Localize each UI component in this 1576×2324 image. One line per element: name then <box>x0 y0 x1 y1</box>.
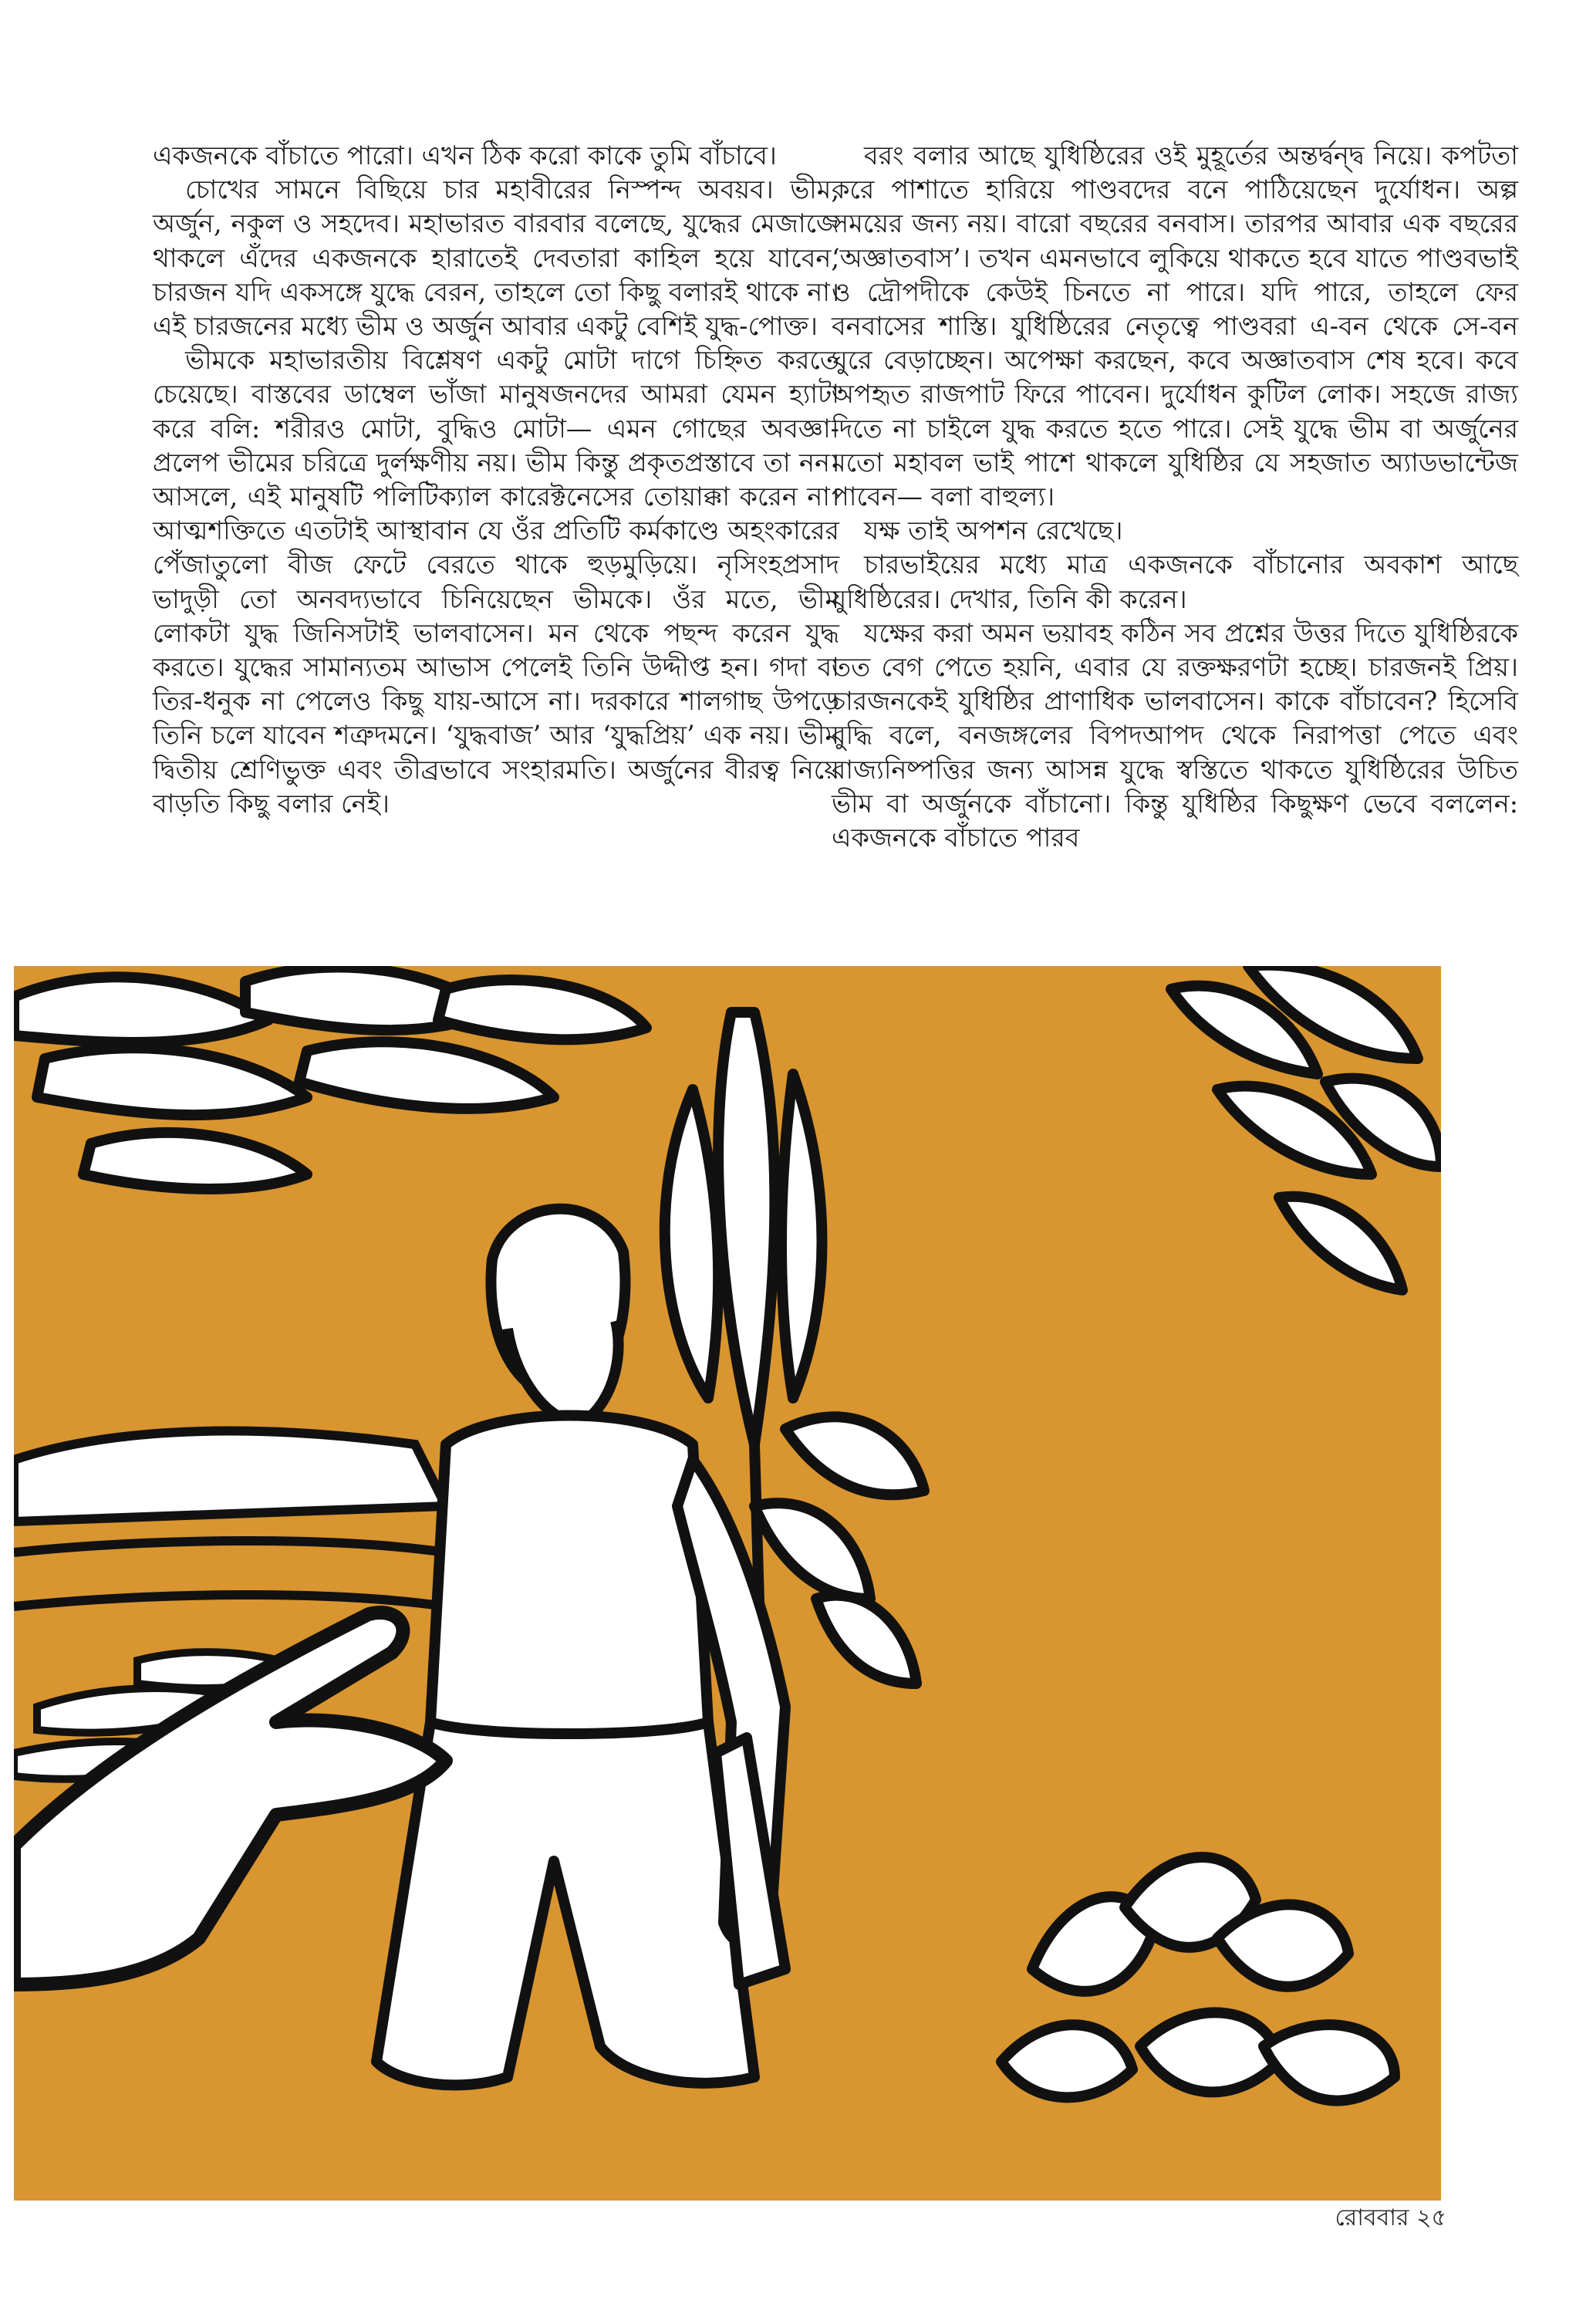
paragraph: ভীমকে মহাভারতীয় বিশ্লেষণ একটু মোটা দাগে চিহ্নিত করতে চেয়েছে। বাস্তবের ডাম্বেল ভাঁজা মানুষজনদের আমরা যেমন হ্যাটা করে বলি: শরীরও মোটা, বুদ্ধিও মোটা— এমন গোছের অবজ্ঞা-প্রলেপ ভীমের চরিত্রে দুর্লক্ষণীয় নয়। ভীম কিন্তু প্রকৃতপ্রস্তাবে তা নন। আসলে, এই মানুষটি পলিটিক্যাল কারেক্টনেসের তোয়াক্কা করেন না। আত্মশক্তিতে এতটাই আস্থাবান যে ওঁর প্রতিটি কর্মকাণ্ডে অহংকারের পেঁজাতুলো বীজ ফেটে বেরতে থাকে হুড়মুড়িয়ে। নৃসিংহপ্রসাদ ভাদুড়ী তো অনবদ্যভাবে চিনিয়েছেন ভীমকে। ওঁর মতে, ভীম লোকটা যুদ্ধ জিনিসটাই ভালবাসেন। মন থেকে পছন্দ করেন যুদ্ধ করতে। যুদ্ধের সামান্যতম আভাস পেলেই তিনি উদ্দীপ্ত হন। গদা বা তির-ধনুক না পেলেও কিছু যায়-আসে না। দরকারে শালগাছ উপড়ে তিনি চলে যাবেন শত্রুদমনে। ‘যুদ্ধবাজ’ আর ‘যুদ্ধপ্রিয়’ এক নয়। ভীম দ্বিতীয় শ্রেণিভুক্ত এবং তীব্রভাবে সংহারমতি। অর্জুনের বীরত্ব নিয়ে বাড়তি কিছু বলার নেই। <box>153 345 839 819</box>
paragraph: চোখের সামনে বিছিয়ে চার মহাবীরের নিস্পন্দ অবয়ব। ভীম, অর্জুন, নকুল ও সহদেব। মহাভারত বারবার বলেছে, যুদ্ধের মেজাজে থাকলে এঁদের একজনকে হারাতেই দেবতারা কাহিল হয়ে যাবেন, চারজন যদি একসঙ্গে যুদ্ধে বেরন, তাহলে তো কিছু বলারই থাকে না। এই চারজনের মধ্যে ভীম ও অর্জুন আবার একটু বেশিই যুদ্ধ-পোক্ত। <box>153 174 839 342</box>
page-folio: রোববার ২৫ <box>1335 2204 1446 2231</box>
article-left-column <box>153 139 839 821</box>
paragraph: চারভাইয়ের মধ্যে মাত্র একজনকে বাঁচানোর অবকাশ আছে যুধিষ্ঠিরের। দেখার, তিনি কী করেন। <box>832 549 1518 614</box>
torso <box>430 1416 708 1740</box>
illustration-canvas <box>14 966 1441 2201</box>
paragraph: একজনকে বাঁচাতে পারো। এখন ঠিক করো কাকে তুমি বাঁচাবে। <box>153 140 777 171</box>
paragraph: যক্ষের করা অমন ভয়াবহ কঠিন সব প্রশ্নের উত্তর দিতে যুধিষ্ঠিরকে তত বেগ পেতে হয়নি, এবার যে রক্তক্ষরণটা হচ্ছে। চারজনই প্রিয়। চারজনকেই যুধিষ্ঠির প্রাণাধিক ভালবাসেন। কাকে বাঁচাবেন? হিসেবি বুদ্ধি বলে, বনজঙ্গলের বিপদআপদ থেকে নিরাপত্তা পেতে এবং রাজ্যনিষ্পত্তির জন্য আসন্ন যুদ্ধে স্বস্তিতে থাকতে যুধিষ্ঠিরের উচিত ভীম বা অর্জুনকে বাঁচানো। কিন্তু যুধিষ্ঠির কিছুক্ষণ ভেবে বললেন: একজনকে বাঁচাতে পারব <box>832 617 1518 853</box>
paragraph: বরং বলার আছে যুধিষ্ঠিরের ওই মুহূর্তের অন্তর্দ্বন্দ্ব নিয়ে। কপটতা করে পাশাতে হারিয়ে পাণ্ডবদের বনে পাঠিয়েছেন দুর্যোধন। অল্প সময়ের জন্য নয়। বারো বছরের বনবাস। তারপর আবার এক বছরের ‘অজ্ঞাতবাস’। তখন এমনভাবে লুকিয়ে থাকতে হবে যাতে পাণ্ডবভাই ও দ্রৌপদীকে কেউই চিনতে না পারে। যদি পারে, তাহলে ফের বনবাসের শাস্তি। যুধিষ্ঠিরের নেতৃত্বে পাণ্ডবরা এ-বন থেকে সে-বন ঘুরে বেড়াচ্ছেন। অপেক্ষা করছেন, কবে অজ্ঞাতবাস শেষ হবে। কবে অপহৃত রাজপাট ফিরে পাবেন। দুর্যোধন কুটিল লোক। সহজে রাজ্য দিতে না চাইলে যুদ্ধ করতে হতে পারে। সেই যুদ্ধে ভীম বা অর্জুনের মতো মহাবল ভাই পাশে থাকলে যুধিষ্ঠির যে সহজাত অ্যাডভান্টেজ পাবেন— বলা বাহুল্য। <box>832 140 1519 512</box>
paragraph: যক্ষ তাই অপশন রেখেছে। <box>864 515 1123 546</box>
yudhishthira-illustration <box>14 966 1441 2201</box>
article-right-column <box>832 139 1518 855</box>
